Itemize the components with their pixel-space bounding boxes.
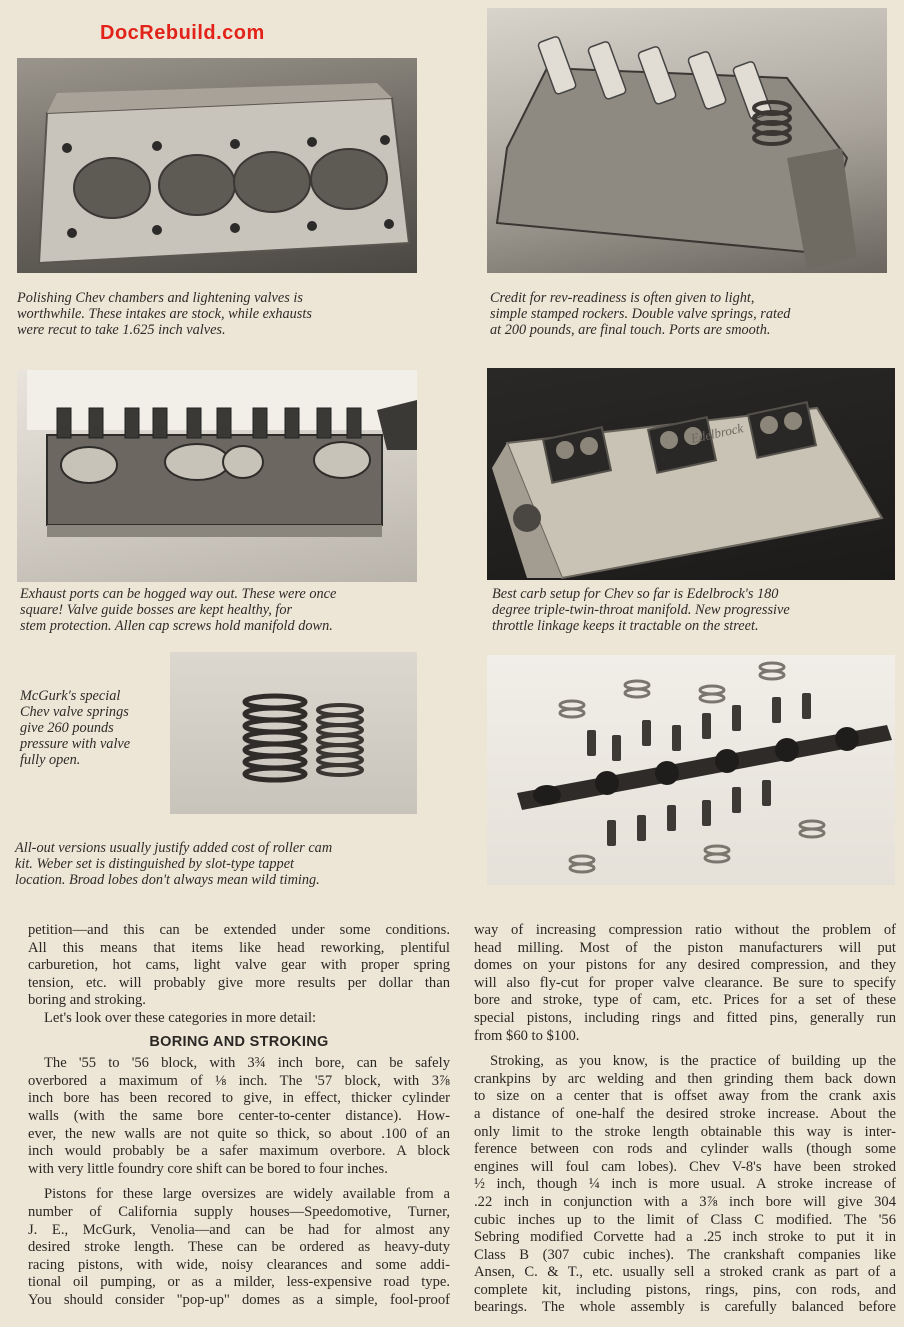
left-paragraph-2: Let's look over these categories in more detail:	[44, 1009, 317, 1026]
caption-roller-cam: All-out versions usually justify added cost of roller cam kit. Weber set is distinguished by slot-type tappet location. Broad lobes don't always mean wild timing.	[15, 840, 333, 888]
right-paragraph-2: Stroking, as you know, is the practice of building up the crankpins by arc welding and then grinding them back down to size on a center that is offset away from the crank axis a distance of one-half the desired stroke increase. About the only limit to the stroke length obtainable this way is inter- ference between con rods and cylinder walls (though some engines will foul cam lobes). Chev V-8's have been stroked ½ inch, though ¼ inch is more usual. A stroke increase of .22 inch in conjunction with a 3⅞ inch bore will give 304 cubic inches up to the limit of Class C modified. The '56 Sebring modified Corvette had a .25 inch stroke to put it in Class B (307 cubic inches). The crankshaft companies like Ansen, C. & T., etc. usually sell a stroked crank as part of a complete kit, including pistons, rings, pins, con rods, and bearings. The whole assembly is carefully balanced before	[474, 1053, 896, 1316]
right-paragraph-1: way of increasing compression ratio without the problem of head milling. Most of the piston manufacturers will put domes on your pistons for any desired compression, and they will also fly-cut for proper valve clearance. Be sure to specify bore and stroke, type of cam, etc. Prices for a set of these special pistons, including rings and fitted pins, generally run from $60 to $100.	[474, 922, 896, 1044]
photo-stamped-rockers	[487, 8, 887, 273]
photo-exhaust-ports	[17, 370, 417, 582]
cam-kit-drawing	[487, 655, 895, 885]
left-paragraph-3: The '55 to '56 block, with 3¾ inch bore, can be safely overbored a maximum of ⅛ inch. The '57 block, with 3⅞ inch bore has been recored to give, in effect, thicker cylinder walls (with the same bore center-to-center distance). How- ever, the new walls are not quite so thick, so about .100 of an inch would probably be a safer maximum overbore. A block with very little foundry core shift can be bored to four inches.	[28, 1055, 450, 1177]
photo-valve-springs	[170, 652, 417, 814]
left-paragraph-4: Pistons for these large oversizes are widely available from a number of California supply houses—Speedomotive, Turner, J. E., McGurk, Venolia—and can be had for almost any desired stroke length. These can be ordered as heavy-duty racing pistons, with wide, noisy clearances and some addi- tional oil pumping, or as a milder, less-expensive road type. You should consider "pop-up" domes as a simple, fool-proof	[28, 1186, 450, 1308]
rocker-head-drawing	[487, 8, 887, 273]
caption-polishing-chambers: Polishing Chev chambers and lightening valves is worthwhile. These intakes are stock, while exhausts were recut to take 1.625 inch valves.	[17, 290, 312, 338]
caption-exhaust-ports: Exhaust ports can be hogged way out. These were once square! Valve guide bosses are kept healthy, for stem protection. Allen cap screws hold manifold down.	[20, 586, 337, 634]
caption-stamped-rockers: Credit for rev-readiness is often given to light, simple stamped rockers. Double valve springs, rated at 200 pounds, are final touch. Ports are smooth.	[490, 290, 791, 338]
photo-edelbrock-manifold	[487, 368, 895, 580]
left-paragraph-1: petition—and this can be extended under some conditions. All this means that items like head reworking, plentiful carburetion, hot cams, light valve gear with proper spring tension, etc. will probably give more results per dollar than boring and stroking.	[28, 922, 450, 1009]
photo-cylinder-head-chambers	[17, 58, 417, 273]
manifold-logo-text: Edelbrock	[689, 420, 745, 446]
exhaust-head-drawing	[17, 370, 417, 582]
springs-drawing	[170, 652, 417, 814]
caption-mcgurk-springs: McGurk's special Chev valve springs give 260 pounds pressure with valve fully open.	[20, 688, 131, 768]
article-left-column	[28, 922, 450, 1309]
cylinder-head-drawing	[17, 58, 417, 273]
watermark: DocRebuild.com	[100, 22, 265, 44]
caption-edelbrock-manifold: Best carb setup for Chev so far is Edelbrock's 180 degree triple-twin-throat manifold. New progressive throttle linkage keeps it tractable on the street.	[492, 586, 790, 634]
article-right-column	[474, 922, 896, 1317]
photo-roller-cam-kit	[487, 655, 895, 885]
section-heading: BORING AND STROKING	[149, 1033, 329, 1050]
manifold-drawing	[487, 368, 895, 580]
